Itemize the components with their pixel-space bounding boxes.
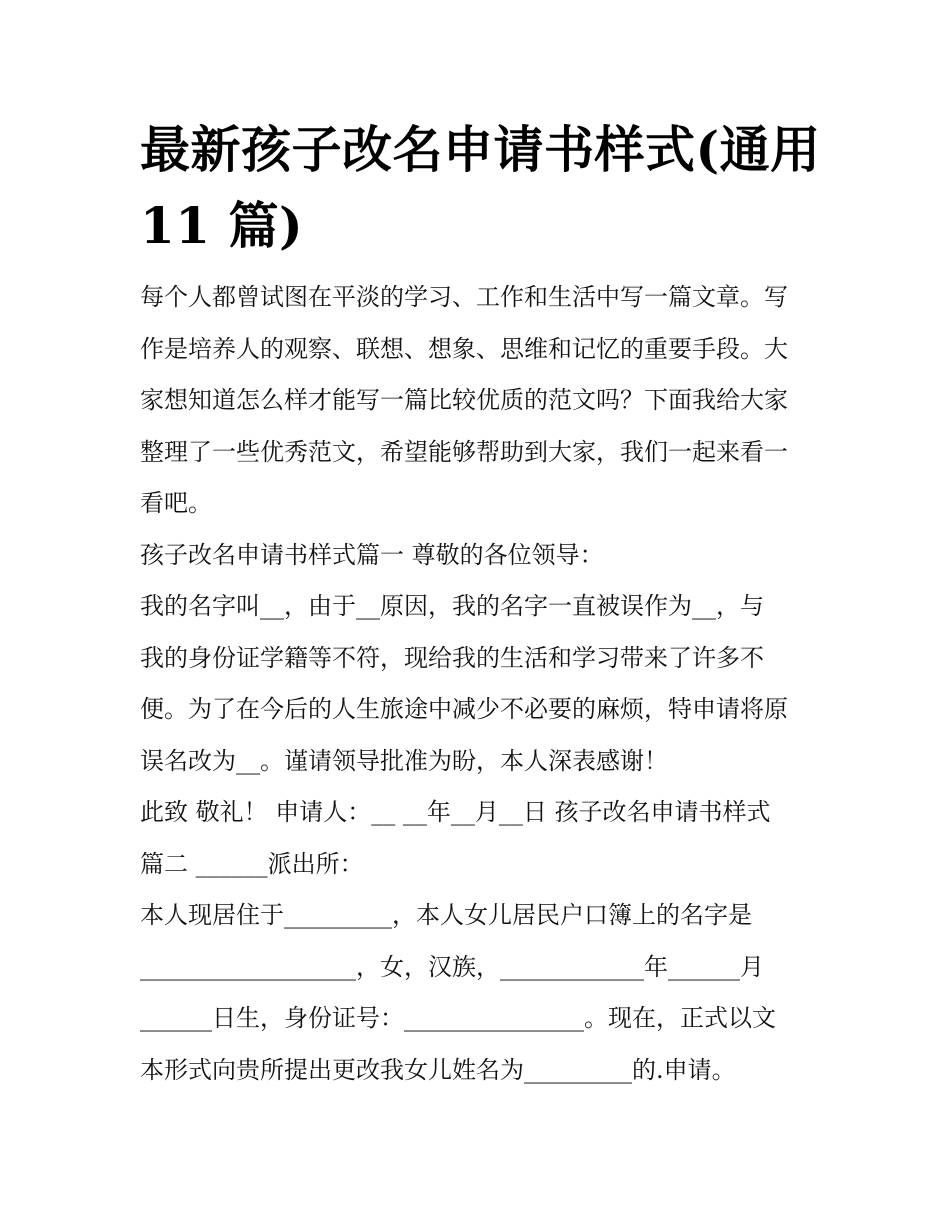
body-line: 篇二 ______派出所： xyxy=(140,849,364,878)
body-line: 此致 敬礼！ 申请人：__ __年__月__日 孩子改名申请书样式 xyxy=(140,798,771,826)
body-line: __________________，女，汉族，____________年______月 xyxy=(140,952,764,981)
body-line: 我的身份证学籍等不符，现给我的生活和学习带来了许多不 xyxy=(140,643,764,672)
body-line: 误名改为__。谨请领导批准为盼，本人深表感谢！ xyxy=(140,746,668,775)
title-line-1: 最新孩子改名申请书样式(通用 xyxy=(140,120,821,179)
body-line: 我的名字叫__，由于__原因，我的名字一直被误作为__，与 xyxy=(140,592,764,620)
body-line: 本人现居住于_________，本人女儿居民户口簿上的名字是 xyxy=(140,901,752,929)
body-line: 整理了一些优秀范文，希望能够帮助到大家，我们一起来看一 xyxy=(140,437,788,466)
body-line: 每个人都曾试图在平淡的学习、工作和生活中写一篇文章。写 xyxy=(140,283,788,311)
body-line: 作是培养人的观察、联想、想象、思维和记忆的重要手段。大 xyxy=(140,334,788,363)
document-title xyxy=(140,112,830,264)
body-line: 便。为了在今后的人生旅途中减少不必要的麻烦，特申请将原 xyxy=(140,695,788,723)
document-body xyxy=(140,272,820,1096)
title-line-2: 11 篇) xyxy=(140,196,304,255)
body-line: 孩子改名申请书样式篇一 尊敬的各位领导： xyxy=(140,540,604,569)
body-line: 家想知道怎么样才能写一篇比较优质的范文吗？下面我给大家 xyxy=(140,386,788,414)
body-line: 本形式向贵所提出更改我女儿姓名为_________的.申请。 xyxy=(140,1055,736,1084)
body-line: 看吧。 xyxy=(140,489,212,517)
body-line: ______日生，身份证号：_______________。现在，正式以文 xyxy=(140,1004,776,1032)
